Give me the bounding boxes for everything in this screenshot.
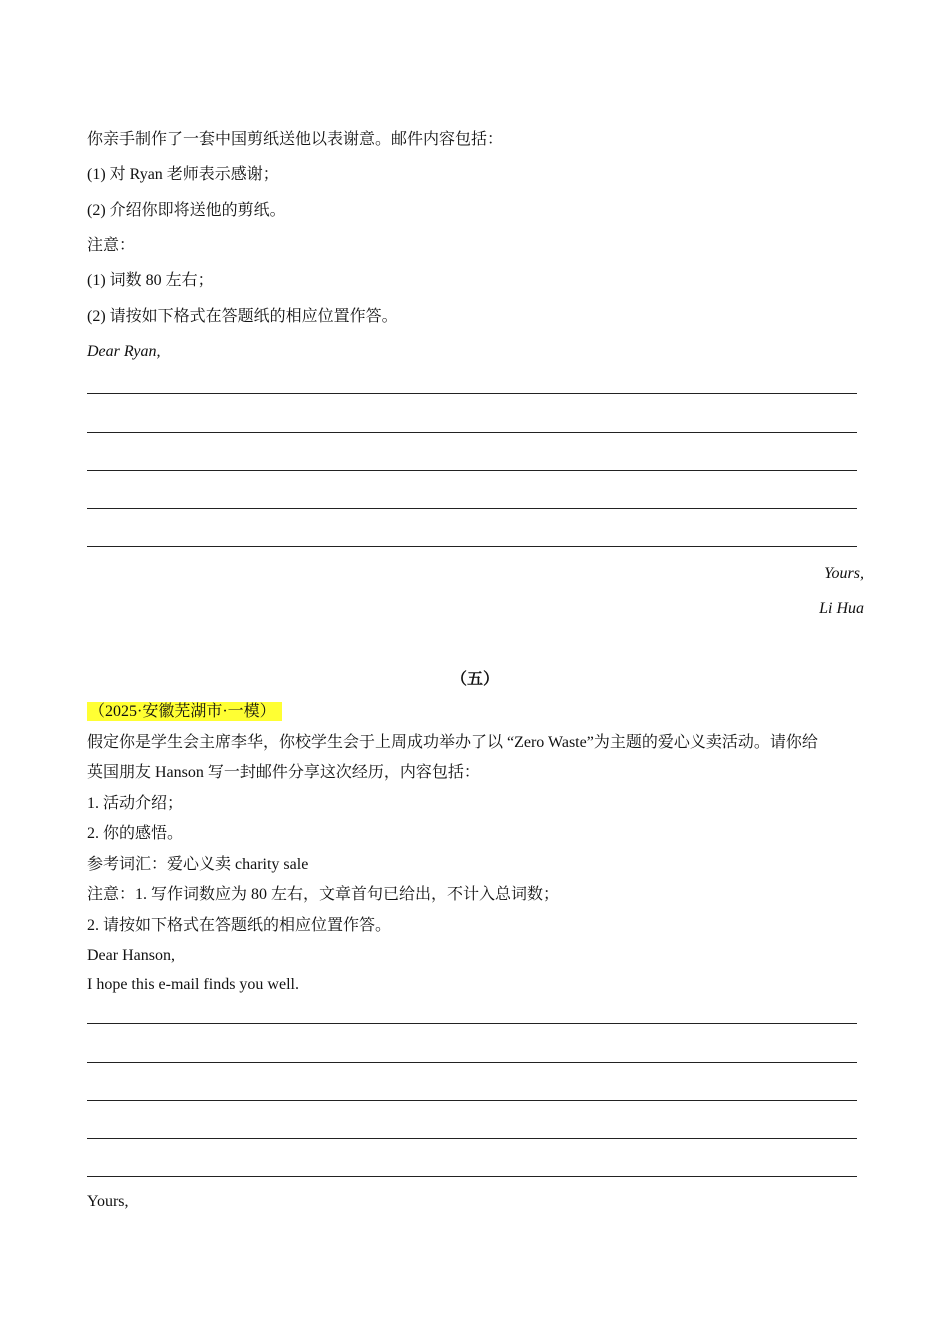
answer-line[interactable] <box>87 1176 857 1177</box>
answer-line[interactable] <box>87 432 857 433</box>
letter-closing: Yours, <box>824 565 864 582</box>
answer-line[interactable] <box>87 393 857 394</box>
answer-line[interactable] <box>87 546 857 547</box>
answer-line[interactable] <box>87 1138 857 1139</box>
content-item-2: (2) 介绍你即将送他的剪纸。 <box>87 202 286 219</box>
content-item-1: (1) 对 Ryan 老师表示感谢； <box>87 166 279 183</box>
vocabulary-hint: 参考词汇：爱心义卖 charity sale <box>87 856 309 873</box>
content-item-1: 1. 活动介绍； <box>87 795 184 812</box>
section-heading: （五） <box>450 671 499 688</box>
letter-salutation: Dear Hanson, <box>87 947 175 964</box>
note-item-1: (1) 词数 80 左右； <box>87 272 214 289</box>
answer-line[interactable] <box>87 1023 857 1024</box>
letter-signature: Li Hua <box>819 600 864 617</box>
source-tag-text: （2025·安徽芜湖市·一模） <box>87 702 282 721</box>
letter-closing: Yours, <box>87 1193 129 1210</box>
answer-line[interactable] <box>87 508 857 509</box>
answer-line[interactable] <box>87 1062 857 1063</box>
note-item-2: (2) 请按如下格式在答题纸的相应位置作答。 <box>87 308 398 325</box>
prompt-text-line-1: 假定你是学生会主席李华，你校学生会于上周成功举办了以 “Zero Waste”为主题的爱心义卖活动。请你给 <box>87 734 818 751</box>
answer-line[interactable] <box>87 470 857 471</box>
note-item-2: 2. 请按如下格式在答题纸的相应位置作答。 <box>87 917 392 934</box>
task-instruction-text: 你亲手制作了一套中国剪纸送他以表谢意。邮件内容包括： <box>87 131 504 148</box>
answer-line[interactable] <box>87 1100 857 1101</box>
letter-first-sentence: I hope this e-mail finds you well. <box>87 976 299 993</box>
note-title: 注意： <box>87 237 136 254</box>
letter-salutation: Dear Ryan, <box>87 343 161 360</box>
content-item-2: 2. 你的感悟。 <box>87 825 184 842</box>
note-item-1: 注意：1. 写作词数应为 80 左右，文章首句已给出，不计入总词数； <box>87 886 560 903</box>
prompt-text-line-2: 英国朋友 Hanson 写一封邮件分享这次经历，内容包括： <box>87 764 480 781</box>
source-tag <box>87 702 282 722</box>
